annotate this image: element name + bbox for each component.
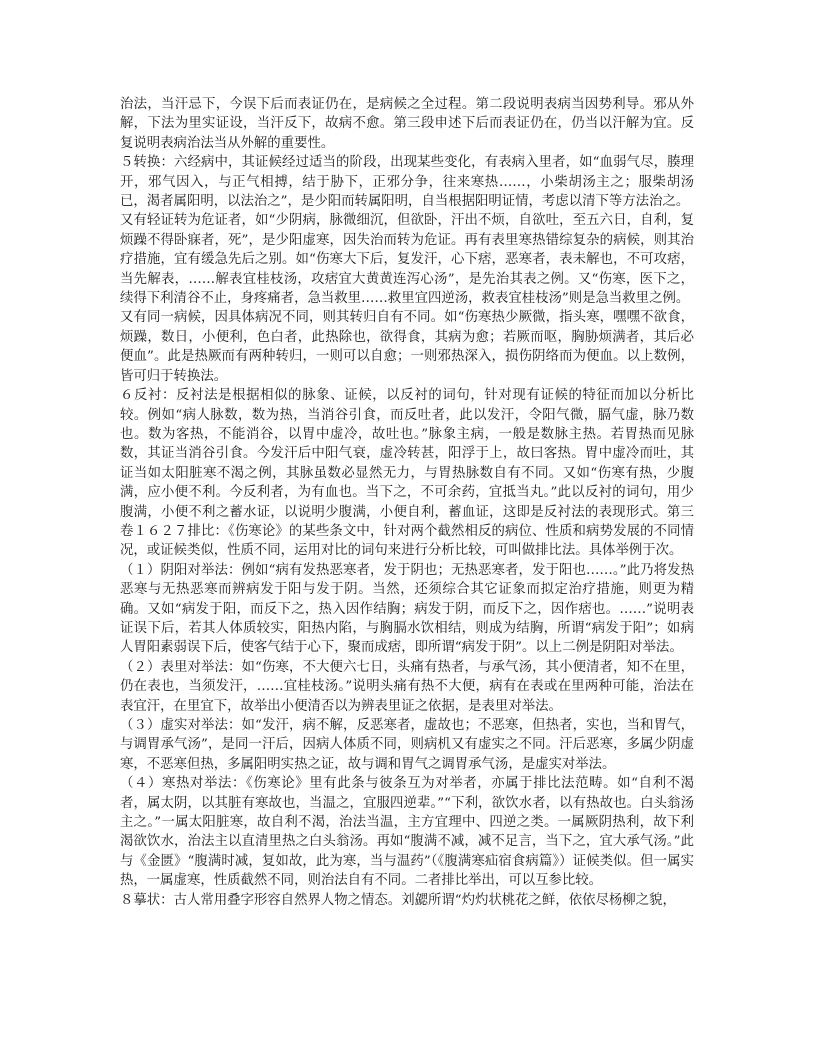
paragraph-8: （３）虚实对举法：如“发汗，病不解，反恶寒者，虚故也；不恶寒，但热者，实也，当和胃气，与调胃承气汤”，是同一汗后，因病人体质不同，则病机又有虚实之不同。汗后恶寒，多属少阴虚寒，不恶寒但热，多属阳明实热之证，故与调和胃气之调胃承气汤，是虚实对举法。 bbox=[120, 718, 694, 772]
paragraph-2: ５转换：六经病中，其证候经过适当的阶段，出现某些变化，有表病入里者，如“血弱气尽，腠理开，邪气因入，与正气相搏，结于胁下，正邪分争，往来寒热……，小柴胡汤主之；服柴胡汤已，渴者属阳明，以法治之”，是少阳而转属阳明，自当根据阳明证情，考虑以清下等方法治之。 bbox=[120, 155, 694, 210]
paragraph-10: ８摹状：古人常用叠字形容自然界人物之情态。刘勰所谓“灼灼状桃花之鲜，依依尽杨柳之貌， bbox=[120, 892, 676, 908]
paragraph-6: （１）阴阳对举法：例如“病有发热恶寒者，发于阴也；无热恶寒者，发于阳也……。”此乃将发热恶寒与无热恶寒而辨病发于阳与发于阴。当然，还须综合其它证象而拟定治疗措施，则更为精确。又如“病发于阳，而反下之，热入因作结胸；病发于阴，而反下之，因作痞也。……”说明表证误下后，若其人体质较实，阳热内陷，与胸膈水饮相结，则成为结胸，所谓“病发于阳”；如病人胃阳素弱误下后，使客气结于心下，聚而成痞，即所谓“病发于阴”。以上二例是阴阳对举法。 bbox=[120, 562, 694, 656]
paragraph-7: （２）表里对举法：如“伤寒，不大便六七日，头痛有热者，与承气汤，其小便清者，知不在里，仍在表也，当须发汗，……宜桂枝汤。”说明头痛有热不大便，病有在表或在里两种可能，治法在表宜汗，在里宜下，故举出小便清否以为辨表里证之依据，是表里对举法。 bbox=[120, 659, 694, 714]
paragraph-9: （４）寒热对举法：《伤寒论》里有此条与彼条互为对举者，亦属于排比法范畴。如“自利不渴者，属太阴，以其脏有寒故也，当温之，宜服四逆辈。”“下利，欲饮水者，以有热故也。白头翁汤主之。”一属太阳脏寒，故自利不渴，治法当温，主方宜理中、四逆之类。一属厥阴热利，故下利渴欲饮水，治法主以直清里热之白头翁汤。再如“腹满不减，减不足言，当下之，宜大承气汤。”此与《金匮》“腹满时减，复如故，此为寒，当与温药”（《腹满寒疝宿食病篇》）证候类似。但一属实热，一属虚寒，性质截然不同，则治法自有不同。二者排比举出，可以互参比较。 bbox=[120, 776, 694, 889]
body-text bbox=[120, 95, 694, 910]
paragraph-4: 又有同一病候，因具体病况不同，则其转归自有不同。如“伤寒热少厥微，指头寒，嘿嘿不欲食，烦躁，数日，小便利，色白者，此热除也，欲得食，其病为愈；若厥而呕，胸胁烦满者，其后必便血”。此是热厥而有两种转归，一则可以自愈；一则邪热深入，损伤阴络而为便血。以上数例，皆可归于转换法。 bbox=[120, 310, 694, 384]
paragraph-1: 治法，当汗忌下，今误下后而表证仍在，是病候之全过程。第二段说明表病当因势利导。邪从外解，下法为里实证设，当汗反下，故病不愈。第三段申述下后而表证仍在，仍当以汗解为宜。反复说明表病治法当从外解的重要性。 bbox=[120, 97, 694, 151]
paragraph-3: 又有轻证转为危证者，如“少阴病，脉微细沉，但欲卧，汗出不烦，自欲吐，至五六日，自利，复烦躁不得卧寐者，死”，是少阳虚寒，因失治而转为危证。再有表里寒热错综复杂的病候，则其治疗措施，宜有缓急先后之别。如“伤寒大下后，复发汗，心下痞，恶寒者，表未解也，不可攻痞，当先解表，……解表宜桂枝汤，攻痞宜大黄黄连泻心汤”，是先治其表之例。又“伤寒，医下之，续得下利清谷不止，身疼痛者，急当救里……救里宜四逆汤，救表宜桂枝汤”则是急当救里之例。 bbox=[120, 213, 694, 307]
paragraph-5: ６反衬：反衬法是根据相似的脉象、证候，以反衬的词句，针对现有证候的特征而加以分析比较。例如“病人脉数，数为热，当消谷引食，而反吐者，此以发汗，令阳气微，膈气虚，脉乃数也。数为客热，不能消谷，以胃中虚冷，故吐也。”脉象主病，一般是数脉主热。若胃热而见脉数，其证当消谷引食。今发汗后中阳气衰，虚冷转甚，阳浮于上，故曰客热。胃中虚冷而吐，其证当如太阳脏寒不渴之例，其脉虽数必显然无力，与胃热脉数自有不同。又如“伤寒有热，少腹满，应小便不利。今反利者，为有血也。当下之，不可余药，宜抵当丸。”此以反衬的词句，用少腹满，小便不利之蓄水证，以说明少腹满，小便自利，蓄血证，这即是反衬法的表现形式。第三卷１６２７排比：《伤寒论》的某些条文中，针对两个截然相反的病位、性质和病势发展的不同情况，或证候类似，性质不同，运用对比的词句来进行分析比较，可叫做排比法。具体举例于次。 bbox=[120, 388, 694, 559]
